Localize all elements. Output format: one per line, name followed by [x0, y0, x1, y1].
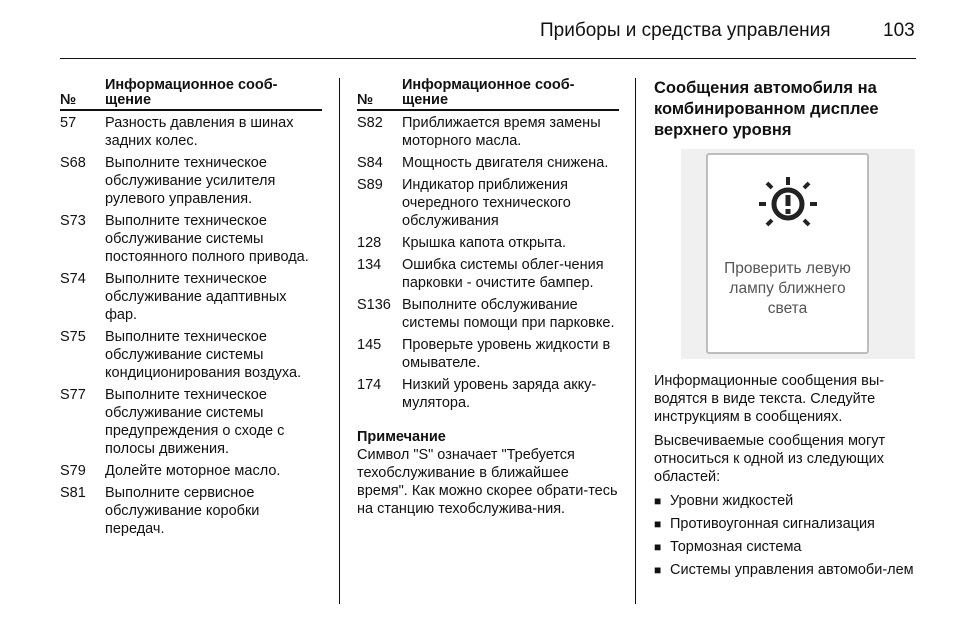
list-item-text: Системы управления автомоби-лем: [670, 562, 914, 578]
row-code: S136: [357, 297, 391, 313]
paragraph-1: Информационные сообщения вы-водятся в виде текста. Следуйте инструкциям в сообщениях.: [654, 373, 885, 425]
table-row: [60, 386, 322, 458]
message-table-1: [60, 78, 322, 538]
row-message: Разность давления в шинах задних колес.: [105, 115, 294, 149]
list-item-text: Уровни жидкостей: [670, 493, 794, 509]
table-row: [357, 234, 619, 252]
section-body: [654, 372, 916, 579]
table-row: [60, 270, 322, 324]
note-title: Примечание: [357, 429, 446, 445]
table-row: [357, 336, 619, 372]
row-message: Выполните техническое обслуживание системы предупреждения о сходе с полосы движения.: [105, 387, 285, 457]
row-code: S74: [60, 271, 86, 287]
list-item: [654, 515, 916, 533]
list-item-text: Тормозная система: [670, 539, 802, 555]
row-code: 134: [357, 257, 382, 273]
header-divider: [60, 58, 916, 59]
row-message: Выполните техническое обслуживание адаптивных фар.: [105, 271, 287, 323]
table-row: [357, 256, 619, 292]
column-divider-1: [339, 78, 340, 604]
list-item: [654, 492, 916, 510]
section-display-messages: [654, 78, 916, 141]
row-code: S84: [357, 155, 383, 171]
row-code: 57: [60, 115, 77, 131]
column-divider-2: [635, 78, 636, 604]
bullet-icon: ■: [654, 540, 662, 554]
lamp-warning-icon: [758, 173, 818, 233]
section-heading: Сообщения автомобиля на комбинированном дисплее верхнего уровня: [654, 79, 879, 139]
row-message: Приближается время замены моторного масла.: [402, 115, 601, 149]
row-code: 145: [357, 337, 382, 353]
bullet-icon: ■: [654, 494, 662, 508]
row-message: Проверьте уровень жидкости в омывателе.: [402, 337, 611, 371]
row-message: Крышка капота открыта.: [402, 235, 567, 251]
row-code: S89: [357, 177, 383, 193]
row-message: Долейте моторное масло.: [105, 463, 281, 479]
note-text: Символ "S" означает "Требуется техобслуживание в ближайшее время". Как можно скорее обрати-тесь на станцию техобслужива-ния.: [357, 447, 618, 517]
display-illustration: [681, 149, 915, 359]
page-number: 103: [883, 20, 915, 41]
table-row: [357, 114, 619, 150]
display-message: Проверить левую лампу ближнего света: [724, 260, 851, 317]
bullet-icon: ■: [654, 563, 662, 577]
row-message: Мощность двигателя снижена.: [402, 155, 609, 171]
table-row: [60, 114, 322, 150]
list-item-text: Противоугонная сигнализация: [670, 516, 875, 532]
row-code: S81: [60, 485, 86, 501]
row-code: 174: [357, 377, 382, 393]
list-item: [654, 561, 916, 579]
table-header: [357, 78, 619, 111]
header-title: Приборы и средства управления: [540, 20, 831, 41]
row-message: Выполните обслуживание системы помощи при парковке.: [402, 297, 615, 331]
header-number: №: [357, 92, 374, 108]
table-row: [60, 212, 322, 266]
display-panel: [706, 153, 869, 354]
row-code: 128: [357, 235, 382, 251]
row-message: Выполните техническое обслуживание системы кондиционирования воздуха.: [105, 329, 302, 381]
table-row: [357, 376, 619, 412]
message-table-2: [357, 78, 619, 518]
header-message: Информационное сооб- щение: [402, 77, 575, 108]
table-row: [357, 296, 619, 332]
row-code: S73: [60, 213, 86, 229]
row-message: Ошибка системы облег-чения парковки - очистите бампер.: [402, 257, 604, 291]
bullet-icon: ■: [654, 517, 662, 531]
row-code: S79: [60, 463, 86, 479]
bullet-list: [654, 492, 916, 579]
paragraph-2: Высвечиваемые сообщения могут относиться к одной из следующих областей:: [654, 433, 886, 485]
row-code: S75: [60, 329, 86, 345]
row-code: S82: [357, 115, 383, 131]
list-item: [654, 538, 916, 556]
table-row: [357, 154, 619, 172]
table-row: [60, 328, 322, 382]
header-number: №: [60, 92, 77, 108]
table-row: [60, 484, 322, 538]
row-message: Выполните сервисное обслуживание коробки передач.: [105, 485, 260, 537]
row-message: Выполните техническое обслуживание системы постоянного полного привода.: [105, 213, 309, 265]
row-message: Низкий уровень заряда акку-мулятора.: [402, 377, 597, 411]
row-message: Выполните техническое обслуживание усилителя рулевого управления.: [105, 155, 276, 207]
row-message: Индикатор приближения очередного технического обслуживания: [402, 177, 571, 229]
row-code: S68: [60, 155, 86, 171]
table-header: [60, 78, 322, 111]
table-row: [60, 154, 322, 208]
row-code: S77: [60, 387, 86, 403]
header-message: Информационное сооб- щение: [105, 77, 278, 108]
table-row: [60, 462, 322, 480]
table-row: [357, 176, 619, 230]
